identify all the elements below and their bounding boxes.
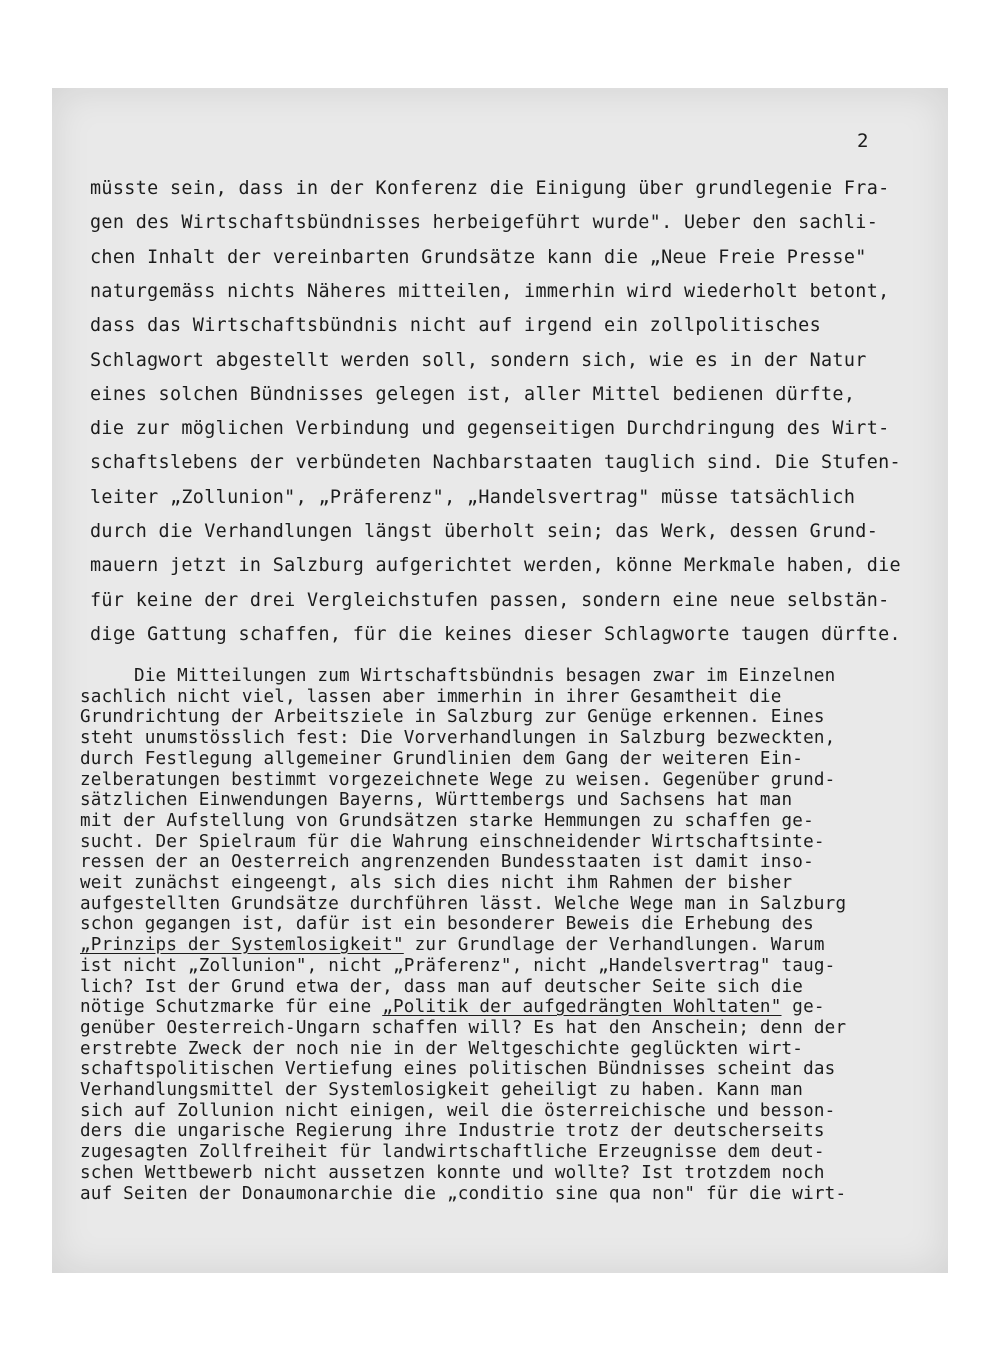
paragraph-2-line: zelberatungen bestimmt vorgezeichnete Wege zu weisen. Gegenüber grund-	[80, 769, 836, 790]
paragraph-1-line: müsste sein, dass in der Konferenz die Einigung über grundlegenie Fra-	[90, 178, 890, 199]
paragraph-1-line: naturgemäss nichts Näheres mitteilen, immerhin wird wiederholt betont,	[90, 280, 890, 302]
paragraph-2-line: durch Festlegung allgemeiner Grundlinien dem Gang der weiteren Ein-	[80, 748, 804, 769]
paragraph-2-line: sachlich nicht viel, lassen aber immerhin in ihrer Gesamtheit die	[80, 686, 782, 707]
paragraph-1-line: schaftslebens der verbündeten Nachbarstaaten tauglich sind. Die Stufen-	[90, 452, 901, 474]
paragraph-2-line: aufgestellten Grundsätze durchführen lässt. Welche Wege man in Salzburg	[80, 893, 847, 914]
paragraph-2-line: genüber Oesterreich-Ungarn schaffen will? Es hat den Anschein; denn der	[80, 1017, 847, 1038]
paragraph-2-line: sich auf Zollunion nicht einigen, weil die österreichische und besson-	[80, 1100, 836, 1121]
paragraph-1-line: gen des Wirtschaftsbündnisses herbeigeführt wurde". Ueber den sachli-	[90, 212, 879, 234]
paragraph-2-line: schon gegangen ist, dafür ist ein besonderer Beweis die Erhebung des	[80, 914, 814, 935]
paragraph-2-line: schen Wettbewerb nicht aussetzen konnte und wollte? Ist trotzdem noch	[80, 1162, 825, 1183]
paragraph-2-line	[80, 935, 825, 955]
paragraph-2-line: zugesagten Zollfreiheit für landwirtschaftliche Erzeugnisse dem deut-	[80, 1142, 825, 1163]
paragraph-2-line: schaftspolitischen Vertiefung eines politischen Bündnisses scheint das	[80, 1059, 836, 1080]
line-text: ge-	[781, 997, 825, 1018]
paragraph-1-line: für keine der drei Vergleichstufen passen, sondern eine neue selbstän-	[90, 589, 890, 611]
paragraph-1-line: die zur möglichen Verbindung und gegenseitigen Durchdringung des Wirt-	[90, 418, 890, 440]
paragraph-2-line: ressen der an Oesterreich angrenzenden Bundesstaaten ist damit inso-	[80, 852, 814, 873]
paragraph-2-line: Verhandlungsmittel der Systemlosigkeit geheiligt zu haben. Kann man	[80, 1080, 804, 1100]
line-text: zur Grundlage der Verhandlungen. Warum	[403, 935, 825, 956]
underlined-phrase: „Politik der aufgedrängten Wohltaten"	[382, 997, 782, 1018]
paragraph-2-line: mit der Aufstellung von Grundsätzen starke Hemmungen zu schaffen ge-	[80, 810, 814, 831]
paragraph-1-line: eines solchen Bündnisses gelegen ist, aller Mittel bedienen dürfte,	[90, 383, 856, 405]
paragraph-2-line: steht unumstösslich fest: Die Vorverhandlungen in Salzburg bezweckten,	[80, 728, 836, 749]
paragraph-2-line: Die Mitteilungen zum Wirtschaftsbündnis besagen zwar im Einzelnen	[80, 666, 836, 686]
paragraph-2-line: Grundrichtung der Arbeitsziele in Salzburg zur Genüge erkennen. Eines	[80, 707, 825, 728]
paragraph-1-line: durch die Verhandlungen längst überholt sein; das Werk, dessen Grund-	[90, 521, 879, 542]
paragraph-2-line: ders die ungarische Regierung ihre Industrie trotz der deutscherseits	[80, 1121, 825, 1142]
paragraph-1-line: leiter „Zollunion", „Präferenz", „Handelsvertrag" müsse tatsächlich	[90, 486, 856, 508]
paragraph-1-line: dige Gattung schaffen, für die keines dieser Schlagworte taugen dürfte.	[90, 623, 901, 645]
line-text: nötige Schutzmarke für eine	[80, 997, 383, 1018]
paragraph-2-line: lich? Ist der Grund etwa der, dass man auf deutscher Seite sich die	[80, 976, 804, 997]
paragraph-2-line	[80, 997, 825, 1017]
paragraph-2-line: auf Seiten der Donaumonarchie die „conditio sine qua non" für die wirt-	[80, 1183, 847, 1204]
paragraph-2-line: weit zunächst eingeengt, als sich dies nicht ihm Rahmen der bisher	[80, 873, 793, 893]
paragraph-1-line: dass das Wirtschaftsbündnis nicht auf irgend ein zollpolitisches	[90, 315, 822, 337]
paragraph-1-line: Schlagwort abgestellt werden soll, sondern sich, wie es in der Natur	[90, 349, 867, 371]
paragraph-1-line: chen Inhalt der vereinbarten Grundsätze kann die „Neue Freie Presse"	[90, 246, 867, 268]
underlined-phrase: „Prinzips der Systemlosigkeit"	[80, 935, 404, 956]
paragraph-2-line: sucht. Der Spielraum für die Wahrung einschneidender Wirtschaftsinte-	[80, 831, 825, 852]
page-number: 2	[857, 130, 869, 152]
paragraph-1-line: mauern jetzt in Salzburg aufgerichtet werden, könne Merkmale haben, die	[90, 555, 901, 577]
paragraph-2-line: ist nicht „Zollunion", nicht „Präferenz", nicht „Handelsvertrag" taug-	[80, 955, 836, 976]
paragraph-2-line: sätzlichen Einwendungen Bayerns, Württembergs und Sachsens hat man	[80, 790, 793, 811]
paragraph-2-line: erstrebte Zweck der noch nie in der Weltgeschichte geglückten wirt-	[80, 1038, 804, 1059]
